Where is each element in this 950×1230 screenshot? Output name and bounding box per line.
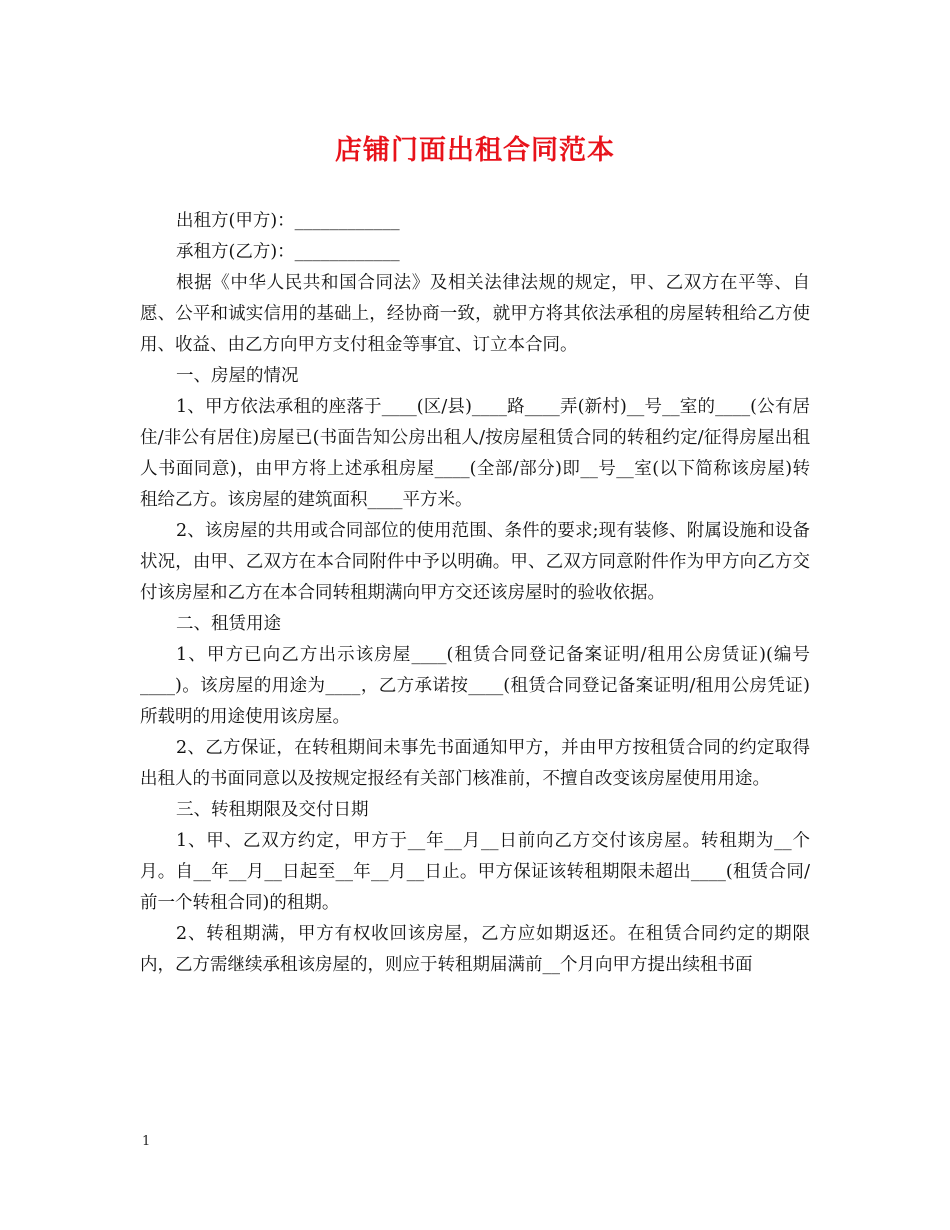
- lessee-line: 承租方(乙方)：____________: [176, 242, 400, 262]
- lessor-line: 出租方(甲方)：____________: [176, 211, 400, 231]
- section-heading-lease-use: 二、租赁用途: [176, 614, 281, 634]
- clause-3-1: 1、甲、乙双方约定，甲方于__年__月__日前向乙方交付该房屋。转租期为__个月。自__年__月__日起至__年__月__日止。甲方保证该转租期限未超出____(租赁合同/前一个转租合同)的租期。: [140, 831, 810, 913]
- clause-2-2: 2、乙方保证，在转租期间未事先书面通知甲方，并由甲方按租赁合同的约定取得出租人的书面同意以及按规定报经有关部门核准前，不擅自改变该房屋使用用途。: [140, 738, 810, 789]
- document-body: [140, 206, 810, 981]
- clause-1-1: 1、甲方依法承租的座落于____(区/县)____路____弄(新村)__号__室的____(公有居住/非公有居住)房屋已(书面告知公房出租人/按房屋租赁合同的转租约定/征得房屋出租人书面同意)，由甲方将上述承租房屋____(全部/部分)即__号__室(以下简称该房屋)转租给乙方。该房屋的建筑面积____平方米。: [140, 397, 810, 510]
- section-heading-house-info: 一、房屋的情况: [176, 366, 299, 386]
- section-heading-term-delivery: 三、转租期限及交付日期: [176, 800, 369, 820]
- clause-1-2: 2、该房屋的共用或合同部位的使用范围、条件的要求;现有装修、附属设施和设备状况，由甲、乙双方在本合同附件中予以明确。甲、乙双方同意附件作为甲方向乙方交付该房屋和乙方在本合同转租期满向甲方交还该房屋时的验收依据。: [140, 521, 810, 603]
- clause-2-1: 1、甲方已向乙方出示该房屋____(租赁合同登记备案证明/租用公房赁证)(编号____)。该房屋的用途为____，乙方承诺按____(租赁合同登记备案证明/租用公房凭证)所载明的用途使用该房屋。: [140, 645, 810, 727]
- page-number: 1: [142, 1134, 151, 1149]
- clause-3-2: 2、转租期满，甲方有权收回该房屋，乙方应如期返还。在租赁合同约定的期限内，乙方需继续承租该房屋的，则应于转租期届满前__个月向甲方提出续租书面: [140, 924, 810, 975]
- document-title: 店铺门面出租合同范本: [335, 135, 615, 166]
- preamble-paragraph: 根据《中华人民共和国合同法》及相关法律法规的规定，甲、乙双方在平等、自愿、公平和诚实信用的基础上，经协商一致，就甲方将其依法承租的房屋转租给乙方使用、收益、由乙方向甲方支付租金等事宜、订立本合同。: [140, 273, 810, 355]
